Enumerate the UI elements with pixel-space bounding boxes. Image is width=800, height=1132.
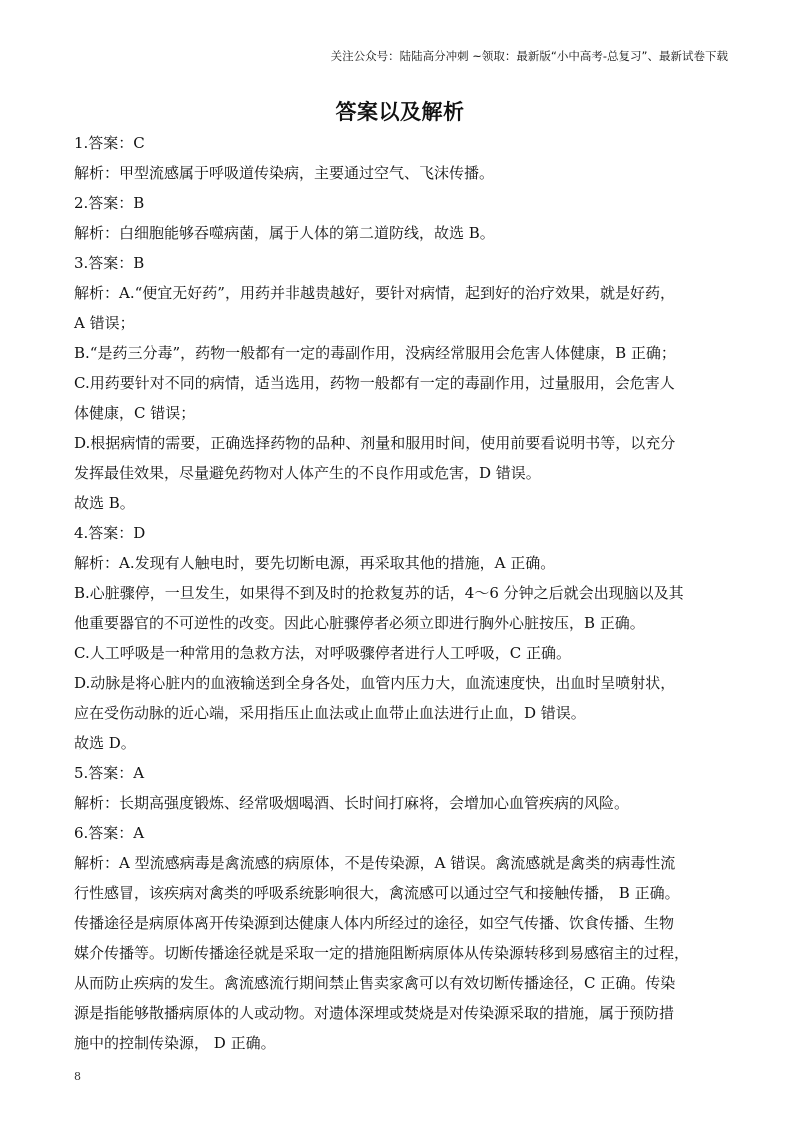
text-line: 解析：A.“便宜无好药”，用药并非越贵越好，要针对病情，起到好的治疗效果，就是好药， — [74, 284, 675, 302]
text-line: 体健康，C 错误； — [74, 404, 196, 422]
text-line: 解析：甲型流感属于呼吸道传染病，主要通过空气、飞沫传播。 — [74, 164, 495, 182]
text-line: 解析：白细胞能够吞噬病菌，属于人体的第二道防线，故选 B。 — [74, 224, 495, 242]
text-line: C.用药要针对不同的病情，适当选用，药物一般都有一定的毒副作用，过量服用，会危害人 — [74, 374, 675, 392]
text-line: 4.答案：D — [74, 524, 146, 542]
text-line: 发挥最佳效果，尽量避免药物对人体产生的不良作用或危害，D 错误。 — [74, 464, 541, 482]
text-line: 应在受伤动脉的近心端，采用指压止血法或止血带止血法进行止血，D 错误。 — [74, 704, 586, 722]
text-line: 5.答案：A — [74, 764, 145, 782]
text-line: 6.答案：A — [74, 824, 145, 842]
text-line: 解析：长期高强度锻炼、经常吸烟喝酒、长时间打麻将，会增加心血管疾病的风险。 — [74, 794, 630, 812]
header-note: 关注公众号：陆陆高分冲刺 ~领取：最新版“小中高考-总复习”、最新试卷下载 — [330, 49, 728, 63]
page-number: 8 — [74, 1070, 81, 1083]
text-line: D.根据病情的需要，正确选择药物的品种、剂量和服用时间，使用前要看说明书等，以充分 — [74, 434, 676, 452]
text-line: D.动脉是将心脏内的血液输送到全身各处，血管内压力大，血流速度快，出血时呈喷射状， — [74, 674, 676, 692]
text-line: B.心脏骤停，一旦发生，如果得不到及时的抢救复苏的话，4～6 分钟之后就会出现脑以及其 — [74, 584, 684, 602]
text-line: 2.答案：B — [74, 194, 145, 212]
text-line: 他重要器官的不可逆性的改变。因此心脏骤停者必须立即进行胸外心脏按压，B 正确。 — [74, 614, 645, 632]
text-line: 解析：A 型流感病毒是禽流感的病原体，不是传染源，A 错误。禽流感就是禽类的病毒性流 — [74, 854, 676, 872]
text-line: 传播途径是病原体离开传染源到达健康人体内所经过的途径，如空气传播、饮食传播、生物 — [74, 914, 675, 932]
text-line: C.人工呼吸是一种常用的急救方法，对呼吸骤停者进行人工呼吸，C 正确。 — [74, 644, 571, 662]
text-line: A 错误； — [74, 314, 135, 332]
text-line: 媒介传播等。切断传播途径就是采取一定的措施阻断病原体从传染源转移到易感宿主的过程， — [74, 944, 690, 962]
text-line: 3.答案：B — [74, 254, 145, 272]
text-line: 源是指能够散播病原体的人或动物。对遗体深埋或焚烧是对传染源采取的措施，属于预防措 — [74, 1004, 675, 1022]
text-line: 行性感冒，该疾病对禽类的呼吸系统影响很大，禽流感可以通过空气和接触传播， B 正确。 — [74, 884, 680, 902]
text-line: 从而防止疾病的发生。禽流感流行期间禁止售卖家禽可以有效切断传播途径，C 正确。传染 — [74, 974, 676, 992]
text-line: 解析：A.发现有人触电时，要先切断电源，再采取其他的措施，A 正确。 — [74, 554, 556, 572]
page-title: 答案以及解析 — [335, 100, 465, 124]
text-line: 1.答案：C — [74, 134, 145, 152]
text-line: 故选 D。 — [74, 734, 136, 752]
answer-content — [74, 128, 726, 1058]
text-line: B.“是药三分毒”，药物一般都有一定的毒副作用，没病经常服用会危害人体健康，B 正确； — [74, 344, 676, 362]
text-line: 施中的控制传染源， D 正确。 — [74, 1034, 276, 1052]
text-line: 故选 B。 — [74, 494, 135, 512]
